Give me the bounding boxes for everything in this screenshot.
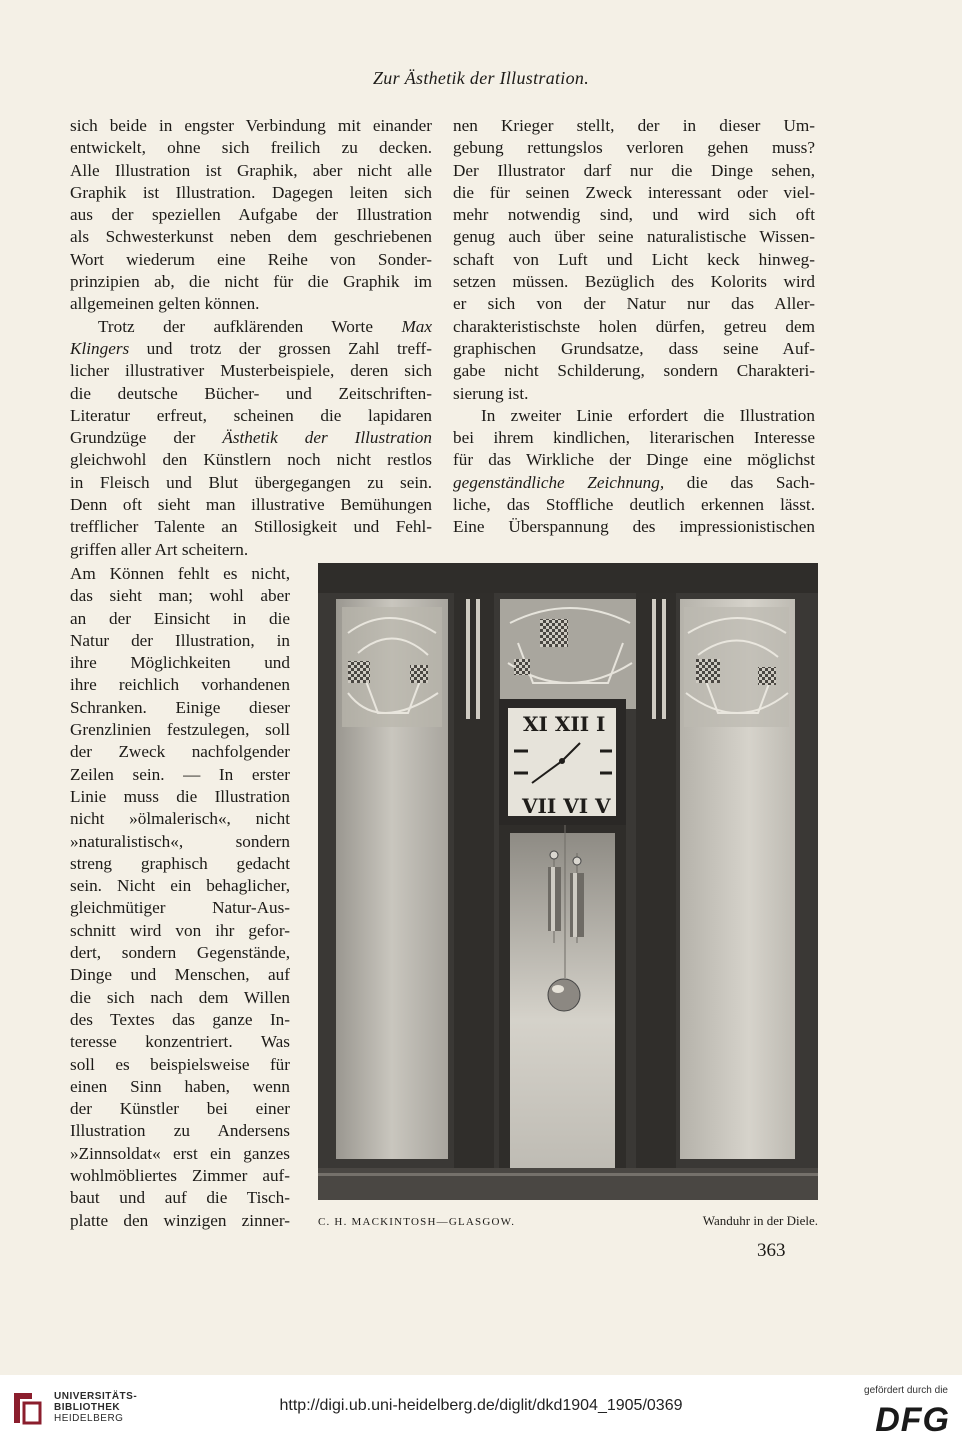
text-line: der Künstler bei einer (70, 1099, 290, 1119)
text-line: gabe nicht Schilderung, sondern Charakteri- (453, 361, 815, 381)
text-line: einen Sinn haben, wenn (70, 1076, 290, 1096)
text-line: Graphik ist Illustration. Dagegen leiten sich (70, 182, 432, 202)
text-line: die deutsche Bücher- und Zeitschriften- (70, 383, 432, 403)
text-line: nicht »ölmalerisch«, nicht (70, 809, 290, 829)
author-name: Max (401, 316, 432, 336)
text-line: sierung ist. (453, 383, 529, 403)
text-line: baut und auf die Tisch- (70, 1188, 290, 1208)
text-line: für das Wirkliche der Dinge eine möglichst (453, 450, 815, 470)
text-line: griffen aller Art scheitern. (70, 539, 249, 559)
text-line: des Textes das ganze In- (70, 1009, 290, 1029)
clock-illustration (318, 563, 818, 1200)
emphasis: gegenständliche Zeichnung, (453, 472, 665, 492)
figure-caption: Wanduhr in der Diele. (702, 1213, 818, 1228)
text-line: In zweiter Linie erfordert die Illustration (481, 405, 815, 425)
text-line: ihre reichlich vorhandenen (70, 675, 290, 695)
text-line: schnitt wird von ihr gefor- (70, 920, 290, 940)
text-line: trefflicher Talente an Stillosigkeit und Fehl- (70, 517, 432, 537)
text-line: prinzipien ab, die nicht für die Graphik im (70, 272, 432, 292)
text-line: Dinge und Menschen, auf (70, 965, 290, 985)
text-line: genug auch über seine naturalistische Wissen- (453, 227, 815, 247)
text-line: Der Illustrator darf nur die Dinge sehen, (453, 160, 815, 180)
clock-photograph (318, 563, 818, 1200)
text-line: gegenständliche Zeichnung, die das Sach- (453, 472, 815, 492)
text-line: »naturalistisch«, sondern (70, 831, 290, 851)
text-line: teresse konzentriert. Was (70, 1032, 290, 1052)
text-line: der Zweck nachfolgender (70, 742, 290, 762)
text-line: graphischen Grundsatze, dass seine Auf- (453, 338, 815, 358)
text-line: streng graphisch gedacht (70, 853, 290, 873)
text-line: an der Einsicht in die (70, 608, 290, 628)
text-line: entwickelt, ohne sich freilich zu decken. (70, 138, 432, 158)
text-line: Natur der Illustration, in (70, 630, 290, 650)
dfg-logo: DFG (875, 1401, 950, 1439)
funded-by-label: gefördert durch die (864, 1385, 948, 1396)
text-line: platte den winzigen zinner- (70, 1210, 290, 1230)
text-line: wohlmöbliertes Zimmer auf- (70, 1166, 290, 1186)
text-line: dert, sondern Gegenstände, (70, 943, 290, 963)
left-column (70, 115, 432, 561)
text-line: licher illustrativer Musterbeispiele, deren sich (70, 361, 432, 381)
figure-credit: C. H. MACKINTOSH—GLASGOW. (318, 1216, 516, 1228)
text-line: charakteristischste holen dürfen, getreu dem (453, 316, 815, 336)
text-line: aus der speziellen Aufgabe der Illustration (70, 205, 432, 225)
right-column (453, 115, 815, 539)
text-line: Grundzüge der Ästhetik der Illustration (70, 428, 432, 448)
text-line: allgemeinen gelten können. (70, 294, 260, 314)
text-line: Literatur erfreut, scheinen die lapidaren (70, 405, 432, 425)
text-line: Denn oft sieht man illustrative Bemühungen (70, 495, 432, 515)
text-line: als Schwesterkunst neben dem geschriebenen (70, 227, 432, 247)
narrow-column (70, 563, 290, 1232)
author-name: Klingers (70, 338, 130, 358)
text-line: liche, das Stoffliche deutlich erkennen lässt. (453, 495, 815, 515)
text-line: Eine Überspannung des impressionistischen (453, 517, 815, 537)
text-line: sich beide in engster Verbindung mit einander (70, 116, 432, 135)
text-line: Zeilen sein. — In erster (70, 764, 290, 784)
text-line: mehr notwendig sind, und wird sich oft (453, 205, 815, 225)
text-line: Alle Illustration ist Graphik, aber nicht alle (70, 160, 432, 180)
clock-numerals-top: XI XII I (523, 712, 606, 736)
text-line: Trotz der aufklärenden Worte Max (98, 316, 432, 336)
text-line: gleichwohl den Künstlern noch nicht restlos (70, 450, 432, 470)
text-line: er sich von der Natur nur das Aller- (453, 294, 815, 314)
text-line: setzen müssen. Bezüglich des Kolorits wird (453, 272, 815, 292)
text-line: Schranken. Einige dieser (70, 697, 290, 717)
text-line: das sieht man; wohl aber (70, 586, 290, 606)
text-line: schaft von Luft und Licht keck hinweg- (453, 249, 815, 269)
text-line: ihre Möglichkeiten und (70, 653, 290, 673)
clock-numerals-bottom: VII VI V (522, 794, 611, 818)
text-line: Illustration zu Andersens (70, 1121, 290, 1141)
source-url[interactable]: http://digi.ub.uni-heidelberg.de/diglit/dkd1904_1905/0369 (279, 1397, 683, 1414)
text-line: in Fleisch und Blut übergegangen zu sein. (70, 472, 432, 492)
text-line: die für seinen Zweck interessant oder viel- (453, 182, 815, 202)
digitization-footer (0, 1375, 962, 1444)
page-number: 363 (757, 1240, 786, 1261)
book-title: Ästhetik der Illustration (222, 428, 432, 448)
library-name: UNIVERSITÄTS- BIBLIOTHEK HEIDELBERG (54, 1391, 138, 1424)
text-line: gleichmütiger Natur-Aus- (70, 898, 290, 918)
text-line: die sich nach dem Willen (70, 987, 290, 1007)
text-line: sein. Nicht ein behaglicher, (70, 876, 290, 896)
text-line: Grenzlinien festzulegen, soll (70, 720, 290, 740)
text-line: Wort wiederum eine Reihe von Sonder- (70, 249, 432, 269)
text-line: Linie muss die Illustration (70, 786, 290, 806)
text-line: Am Können fehlt es nicht, (70, 564, 290, 583)
text-line: gebung rettungslos verloren gehen muss? (453, 138, 815, 158)
text-line: »Zinnsoldat« erst ein ganzes (70, 1143, 290, 1163)
text-line: Klingers und trotz der grossen Zahl treff- (70, 338, 432, 358)
text-line: bei ihrem kindlichen, literarischen Interesse (453, 428, 815, 448)
text-line: soll es beispielsweise für (70, 1054, 290, 1074)
running-head: Zur Ästhetik der Illustration. (373, 68, 589, 88)
text-line: nen Krieger stellt, der in dieser Um- (453, 116, 815, 135)
